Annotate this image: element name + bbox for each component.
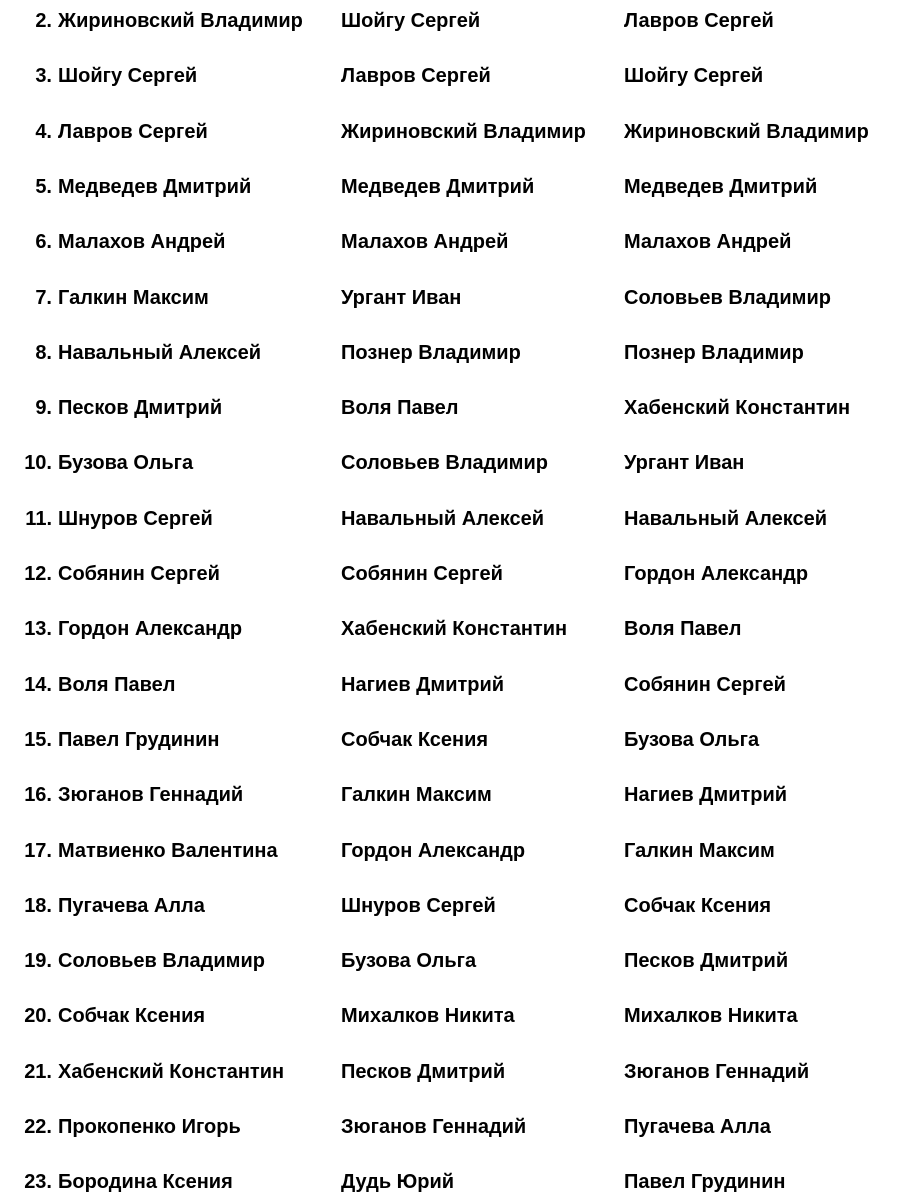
rank-number: 14. [24,673,52,696]
name-cell-col2: Галкин Максим [341,784,492,807]
rank-number: 8. [35,341,52,364]
name-cell-col3: Гордон Александр [624,563,809,585]
name-cell-col2: Хабенский Константин [341,618,568,641]
name-cell-col3: Ургант Иван [624,452,745,475]
table-row [0,891,900,921]
rank-number: 19. [24,950,52,973]
name-cell-col1: Навальный Алексей [58,341,262,364]
name-cell-col2: Шнуров Сергей [341,894,496,917]
name-cell-col2: Собянин Сергей [341,563,503,585]
name-cell-col3: Галкин Максим [624,839,775,862]
name-cell-col1: Павел Грудинин [58,728,220,751]
rank-number: 2. [35,10,52,32]
name-cell-col3: Навальный Алексей [624,507,828,530]
name-cell-col3: Познер Владимир [624,341,804,364]
name-cell-col3: Пугачева Алла [624,1116,771,1138]
name-cell-col1: Воля Павел [58,673,176,696]
name-cell-col3: Собянин Сергей [624,673,786,696]
name-cell-col3: Медведев Дмитрий [624,175,818,198]
name-cell-col2: Медведев Дмитрий [341,175,535,198]
rank-number: 11. [25,507,52,530]
name-cell-col1: Бородина Ксения [58,1171,233,1194]
name-cell-col1: Матвиенко Валентина [58,839,278,862]
name-cell-col1: Соловьев Владимир [58,950,265,973]
rank-number: 21. [24,1060,52,1083]
table-row [0,172,900,202]
rank-number: 17. [24,839,52,862]
name-cell-col3: Павел Грудинин [624,1171,786,1194]
name-cell-col3: Жириновский Владимир [624,120,869,143]
rank-number: 3. [35,65,52,88]
name-cell-col3: Бузова Ольга [624,728,760,751]
table-row [0,1167,900,1197]
name-cell-col2: Шойгу Сергей [341,10,481,32]
name-cell-col1: Собянин Сергей [58,563,220,585]
name-cell-col3: Михалков Никита [624,1005,798,1028]
name-cell-col2: Песков Дмитрий [341,1060,506,1083]
name-cell-col1: Бузова Ольга [58,452,194,475]
name-cell-col1: Медведев Дмитрий [58,175,252,198]
rank-number: 12. [24,563,52,585]
name-cell-col1: Зюганов Геннадий [58,784,244,807]
name-cell-col3: Шойгу Сергей [624,65,764,88]
name-cell-col3: Собчак Ксения [624,894,772,917]
rank-number: 15. [24,728,52,751]
table-row [0,1057,900,1087]
rank-number: 7. [35,286,52,309]
rank-number: 22. [24,1116,52,1138]
table-row [0,61,900,91]
name-cell-col1: Собчак Ксения [58,1005,206,1028]
rank-number: 9. [35,397,52,420]
table-row [0,117,900,147]
table-row [0,1112,900,1142]
name-cell-col1: Гордон Александр [58,618,243,641]
name-cell-col1: Шойгу Сергей [58,65,198,88]
rank-number: 6. [35,231,52,254]
name-cell-col3: Песков Дмитрий [624,950,789,973]
name-cell-col2: Воля Павел [341,397,459,420]
table-row [0,283,900,313]
name-cell-col2: Бузова Ольга [341,950,477,973]
rank-number: 10. [24,452,52,475]
table-row [0,946,900,976]
table-row [0,836,900,866]
rank-number: 16. [24,784,52,807]
name-cell-col2: Зюганов Геннадий [341,1116,527,1138]
table-row [0,448,900,478]
name-cell-col2: Ургант Иван [341,286,462,309]
table-row [0,338,900,368]
name-cell-col1: Галкин Максим [58,286,209,309]
table-row [0,559,900,589]
name-cell-col2: Познер Владимир [341,341,521,364]
name-cell-col3: Воля Павел [624,618,742,641]
name-cell-col2: Навальный Алексей [341,507,545,530]
rank-number: 13. [24,618,52,641]
name-cell-col1: Шнуров Сергей [58,507,213,530]
table-row [0,393,900,423]
name-cell-col2: Дудь Юрий [341,1171,455,1194]
rank-number: 5. [35,175,52,198]
name-cell-col3: Лавров Сергей [624,10,774,32]
rank-number: 23. [24,1171,52,1194]
name-cell-col3: Зюганов Геннадий [624,1060,810,1083]
table-row [0,504,900,534]
table-row [0,227,900,257]
name-cell-col3: Соловьев Владимир [624,286,831,309]
name-cell-col1: Лавров Сергей [58,120,208,143]
rank-number: 18. [24,894,52,917]
name-cell-col1: Песков Дмитрий [58,397,223,420]
name-cell-col2: Гордон Александр [341,839,526,862]
table-row [0,6,900,36]
name-cell-col2: Жириновский Владимир [341,120,586,143]
name-cell-col1: Хабенский Константин [58,1060,285,1083]
name-cell-col1: Пугачева Алла [58,894,205,917]
rank-number: 20. [24,1005,52,1028]
name-cell-col3: Малахов Андрей [624,231,792,254]
name-cell-col1: Жириновский Владимир [58,10,303,32]
table-row [0,725,900,755]
name-cell-col2: Малахов Андрей [341,231,509,254]
name-cell-col1: Малахов Андрей [58,231,226,254]
name-cell-col1: Прокопенко Игорь [58,1116,241,1138]
table-row [0,614,900,644]
table-row [0,780,900,810]
name-cell-col2: Лавров Сергей [341,65,491,88]
name-cell-col2: Собчак Ксения [341,728,489,751]
table-row [0,670,900,700]
name-cell-col3: Нагиев Дмитрий [624,784,788,807]
table-row [0,1001,900,1031]
name-cell-col3: Хабенский Константин [624,397,851,420]
name-cell-col2: Соловьев Владимир [341,452,548,475]
name-cell-col2: Нагиев Дмитрий [341,673,505,696]
name-cell-col2: Михалков Никита [341,1005,515,1028]
rank-number: 4. [35,120,52,143]
